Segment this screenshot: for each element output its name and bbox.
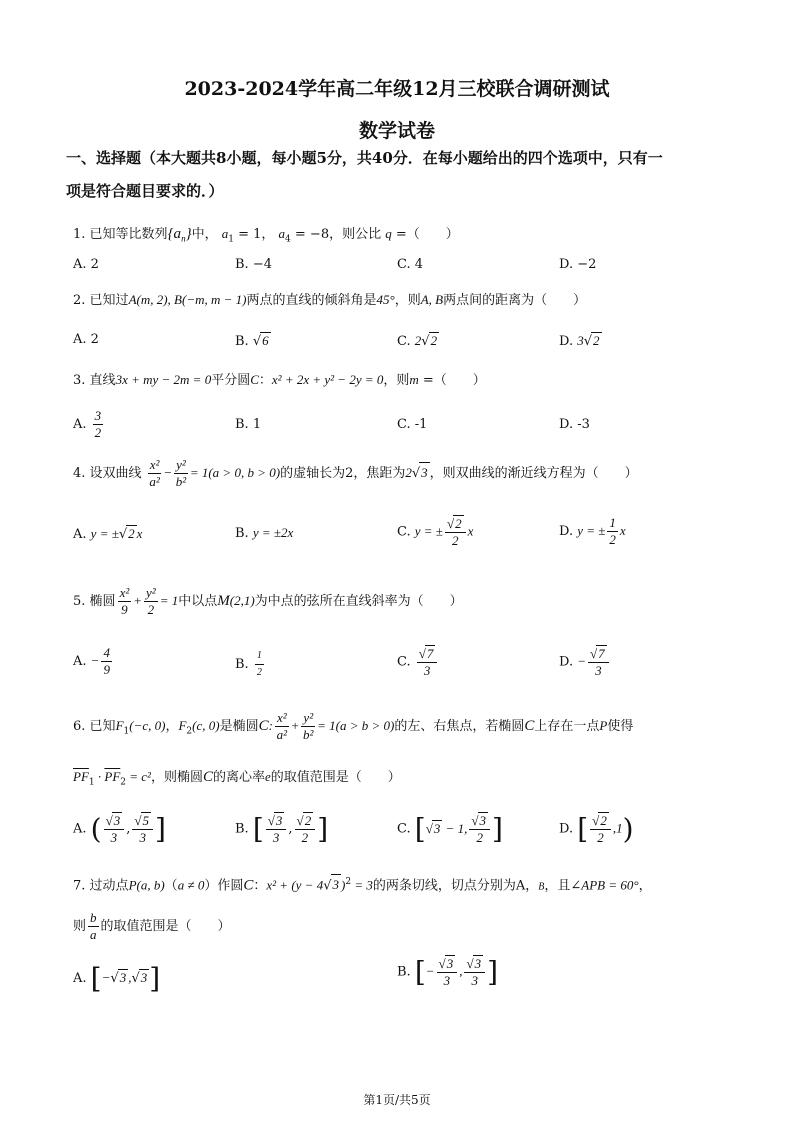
option-b: B. −4 xyxy=(235,257,272,272)
option-b: B. √6 xyxy=(235,333,269,349)
question-5: 5. 椭圆 $\frac{\text{x²}}{9}$ + $\frac{\text{y²}}{2}$ = 1中以点M(2,1)为中点的弦所在直线斜率为（ ） xyxy=(73,585,463,617)
page-subtitle: 数学试卷 xyxy=(358,120,435,142)
option-c: C. y = ± $\frac{√2}{2}$ x xyxy=(397,516,474,548)
page-footer: 第1页/共5页 xyxy=(363,1093,431,1107)
option-b: B. y = ±2x xyxy=(235,525,294,541)
question-4: 4. 设双曲线 $\frac{\text{x²}}{\text{a²}}$ − $\frac{\text{y²}}{\text{b²}}$ = 1(a > 0, b > 0)的虚轴长为2，焦距为2√3 ，则双曲线的渐近线方程为（ ） xyxy=(73,457,638,489)
option-c: C. [√3 − 1, $\frac{√3}{2}$ ] xyxy=(397,812,503,846)
option-d: D. [ $\frac{√2}{2}$ ,1) xyxy=(559,812,634,846)
option-c: C. $\frac{√7}{3}$ xyxy=(397,645,439,679)
option-a: A. 2 xyxy=(73,332,99,347)
question-6-line-2: $\overline{PF}_1 \cdot \overline{PF}_2 = c^2$，则椭圆C的离心率e的取值范围是（ ） xyxy=(73,769,401,788)
option-b: B. $\frac{1}{2}$ xyxy=(235,650,262,678)
option-d: D. −2 xyxy=(559,257,597,272)
option-b: B. 1 xyxy=(235,417,262,432)
option-a: A. y = ±√2 x xyxy=(73,526,143,542)
option-b: B. [− $\frac{√3}{3}$ , $\frac{√3}{3}$ ] xyxy=(397,955,499,989)
option-a: A. $\frac{3}{2}$ xyxy=(73,408,102,440)
question-7-line-2: 则 $\frac{b}{a}$ 的取值范围是（ ） xyxy=(73,910,231,942)
question-1: 1. 已知等比数列$\{a_n\}$中， $a_1 = 1$， $a_4 = -8$，则公比 q =（ ） xyxy=(73,226,459,245)
option-d: D. 3√2 xyxy=(559,333,600,349)
option-a: A. − $\frac{4}{9}$ xyxy=(73,645,110,677)
option-d: D. − $\frac{√7}{3}$ xyxy=(559,645,611,679)
section-heading-line: 一、选择题（本大题共8小题，每小题5分，共40分．在每小题给出的四个选项中，只有一 xyxy=(66,149,663,167)
question-2: 2. 已知过A(m, 2), B(−m, m − 1)两点的直线的倾斜角是45°，则A, B两点间的距离为（ ） xyxy=(73,292,587,308)
option-a: A. [−√3 ,√3] xyxy=(73,962,161,995)
option-a: A. ( $\frac{√3}{3}$ , $\frac{√5}{3}$ ] xyxy=(73,812,166,846)
section-heading xyxy=(66,142,736,208)
question-6-line-1: 6. 已知$F_1(-c$, 0)，$F_2(c$, 0)是椭圆C: $\frac{\text{x²}}{\text{a²}}$ + $\frac{\text{y²}}{\text{b²}}$ = 1(a > b > 0)的左、右焦点，若椭圆C上存在一点P使得 xyxy=(73,710,634,742)
section-heading-line: 项是符合题目要求的．） xyxy=(66,182,224,200)
option-b: B. [ $\frac{√3}{3}$ , $\frac{√2}{2}$ ] xyxy=(235,812,329,846)
question-7-line-1: 7. 过动点P(a, b)（a ≠ 0）作圆C：x² + (y − 4√3 )$^2$ = 3的两条切线，切点分别为A，B，且∠APB = 60°， xyxy=(73,872,733,897)
page-title: 2023-2024学年高二年级12月三校联合调研测试 xyxy=(184,78,610,100)
question-3: 3. 直线3x + my − 2m = 0平分圆C：x² + 2x + y² − 2y = 0，则m =（ ） xyxy=(73,372,486,388)
option-d: D. y = ± $\frac{1}{2}$ x xyxy=(559,515,626,547)
option-d: D. -3 xyxy=(559,417,590,432)
option-c: C. 4 xyxy=(397,257,424,272)
option-c: C. 2√2 xyxy=(397,333,438,349)
option-a: A. 2 xyxy=(73,257,99,272)
option-c: C. -1 xyxy=(397,417,428,432)
